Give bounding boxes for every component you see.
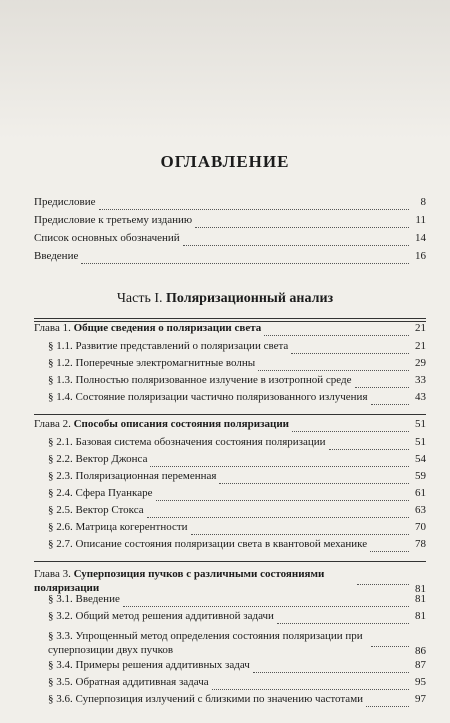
leader-dots	[258, 361, 409, 371]
leader-dots	[292, 422, 409, 432]
entry-page: 16	[415, 250, 426, 262]
section-label: § 3.1. Введение	[48, 593, 120, 605]
leader-dots	[264, 326, 409, 336]
section-label: § 3.2. Общий метод решения аддитивной задачи	[48, 610, 274, 622]
section-label: § 3.4. Примеры решения аддитивных задач	[48, 659, 250, 671]
section-entry[interactable]	[48, 693, 426, 711]
section-label: § 3.3. Упрощенный метод определения состояния поляризации при суперпозиции двух пучков	[48, 630, 363, 656]
chapter-entry[interactable]	[34, 418, 426, 436]
leader-dots	[371, 637, 409, 647]
toc-entry[interactable]	[34, 250, 426, 268]
chapter-label: Глава 1.	[34, 322, 71, 334]
entry-page: 78	[415, 538, 426, 550]
chapter-title: Общие сведения о поляризации света	[73, 322, 262, 334]
section-label: § 2.1. Базовая система обозначения состояния поляризации	[48, 436, 326, 448]
entry-page: 63	[415, 504, 426, 516]
part-title: Поляризационный анализ	[166, 291, 334, 306]
entry-page: 54	[415, 453, 426, 465]
entry-page: 14	[415, 232, 426, 244]
section-entry[interactable]	[48, 470, 426, 488]
leader-dots	[212, 680, 409, 690]
leader-dots	[370, 542, 409, 552]
entry-label: Введение	[34, 250, 79, 262]
section-label: § 3.6. Суперпозиция излучений с близкими по значению частотами	[48, 693, 364, 705]
entry-page: 29	[415, 357, 426, 369]
entry-label: Список основных обозначений	[34, 232, 180, 244]
leader-dots	[156, 491, 410, 501]
leader-dots	[371, 395, 409, 405]
part-prefix: Часть I.	[116, 291, 163, 306]
section-entry[interactable]	[48, 340, 426, 358]
entry-page: 81	[415, 610, 426, 622]
section-entry[interactable]	[48, 593, 426, 611]
leader-dots	[191, 525, 409, 535]
section-entry[interactable]	[48, 521, 426, 539]
chapter-entry[interactable]	[34, 322, 426, 340]
leader-dots	[195, 218, 409, 228]
chapter-label: Глава 3.	[34, 568, 71, 580]
section-label: § 2.7. Описание состояния поляризации света в квантовой механике	[48, 538, 368, 550]
leader-dots	[329, 440, 409, 450]
leader-dots	[219, 474, 409, 484]
entry-page: 81	[415, 583, 426, 595]
leader-dots	[150, 457, 409, 467]
entry-page: 70	[415, 521, 426, 533]
entry-page: 95	[415, 676, 426, 688]
chapter-title: Способы описания состояния поляризации	[73, 418, 290, 430]
chapter-rule	[34, 561, 426, 562]
entry-page: 43	[415, 391, 426, 403]
part-heading	[0, 291, 450, 307]
chapter-title: Суперпозиция пучков с различными состояниями поляризации	[34, 568, 325, 594]
entry-page: 81	[415, 593, 426, 605]
leader-dots	[366, 697, 409, 707]
section-entry[interactable]	[48, 676, 426, 694]
show-through-shadow	[0, 0, 450, 140]
toc-entry[interactable]	[34, 214, 426, 232]
leader-dots	[99, 200, 410, 210]
section-label: § 2.5. Вектор Стокса	[48, 504, 144, 516]
entry-page: 51	[415, 436, 426, 448]
section-entry[interactable]	[48, 610, 426, 628]
toc-entry[interactable]	[34, 196, 426, 214]
section-entry[interactable]	[48, 357, 426, 375]
section-label: § 2.4. Сфера Пуанкаре	[48, 487, 153, 499]
section-label: § 3.5. Обратная аддитивная задача	[48, 676, 209, 688]
leader-dots	[357, 575, 409, 585]
section-label: § 1.2. Поперечные электромагнитные волны	[48, 357, 256, 369]
entry-page: 59	[415, 470, 426, 482]
section-label: § 1.1. Развитие представлений о поляризации света	[48, 340, 289, 352]
section-label: § 1.3. Полностью поляризованное излучение в изотропной среде	[48, 374, 352, 386]
section-entry[interactable]	[48, 627, 426, 657]
entry-page: 86	[415, 645, 426, 657]
entry-page: 51	[415, 418, 426, 430]
entry-label: Предисловие	[34, 196, 96, 208]
section-entry[interactable]	[48, 453, 426, 471]
entry-label: Предисловие к третьему изданию	[34, 214, 193, 226]
chapter-entry[interactable]	[34, 565, 426, 595]
section-entry[interactable]	[48, 538, 426, 556]
entry-page: 61	[415, 487, 426, 499]
section-entry[interactable]	[48, 487, 426, 505]
section-entry[interactable]	[48, 659, 426, 677]
section-entry[interactable]	[48, 374, 426, 392]
section-entry[interactable]	[48, 391, 426, 409]
section-label: § 2.3. Поляризационная переменная	[48, 470, 217, 482]
section-label: § 2.2. Вектор Джонса	[48, 453, 148, 465]
leader-dots	[277, 614, 409, 624]
leader-dots	[81, 254, 409, 264]
entry-page: 21	[415, 322, 426, 334]
entry-page: 87	[415, 659, 426, 671]
leader-dots	[291, 344, 409, 354]
section-label: § 2.6. Матрица когерентности	[48, 521, 188, 533]
section-entry[interactable]	[48, 504, 426, 522]
toc-entry[interactable]	[34, 232, 426, 250]
chapter-rule	[34, 414, 426, 415]
chapter-label: Глава 2.	[34, 418, 71, 430]
leader-dots	[183, 236, 409, 246]
leader-dots	[147, 508, 409, 518]
entry-page: 33	[415, 374, 426, 386]
entry-page: 8	[420, 196, 426, 208]
leader-dots	[253, 663, 409, 673]
leader-dots	[123, 597, 409, 607]
entry-page: 21	[415, 340, 426, 352]
leader-dots	[355, 378, 409, 388]
section-label: § 1.4. Состояние поляризации частично поляризованного излучения	[48, 391, 368, 403]
page-title: ОГЛАВЛЕНИЕ	[160, 152, 290, 171]
section-entry[interactable]	[48, 436, 426, 454]
entry-page: 97	[415, 693, 426, 705]
entry-page: 11	[415, 214, 426, 226]
